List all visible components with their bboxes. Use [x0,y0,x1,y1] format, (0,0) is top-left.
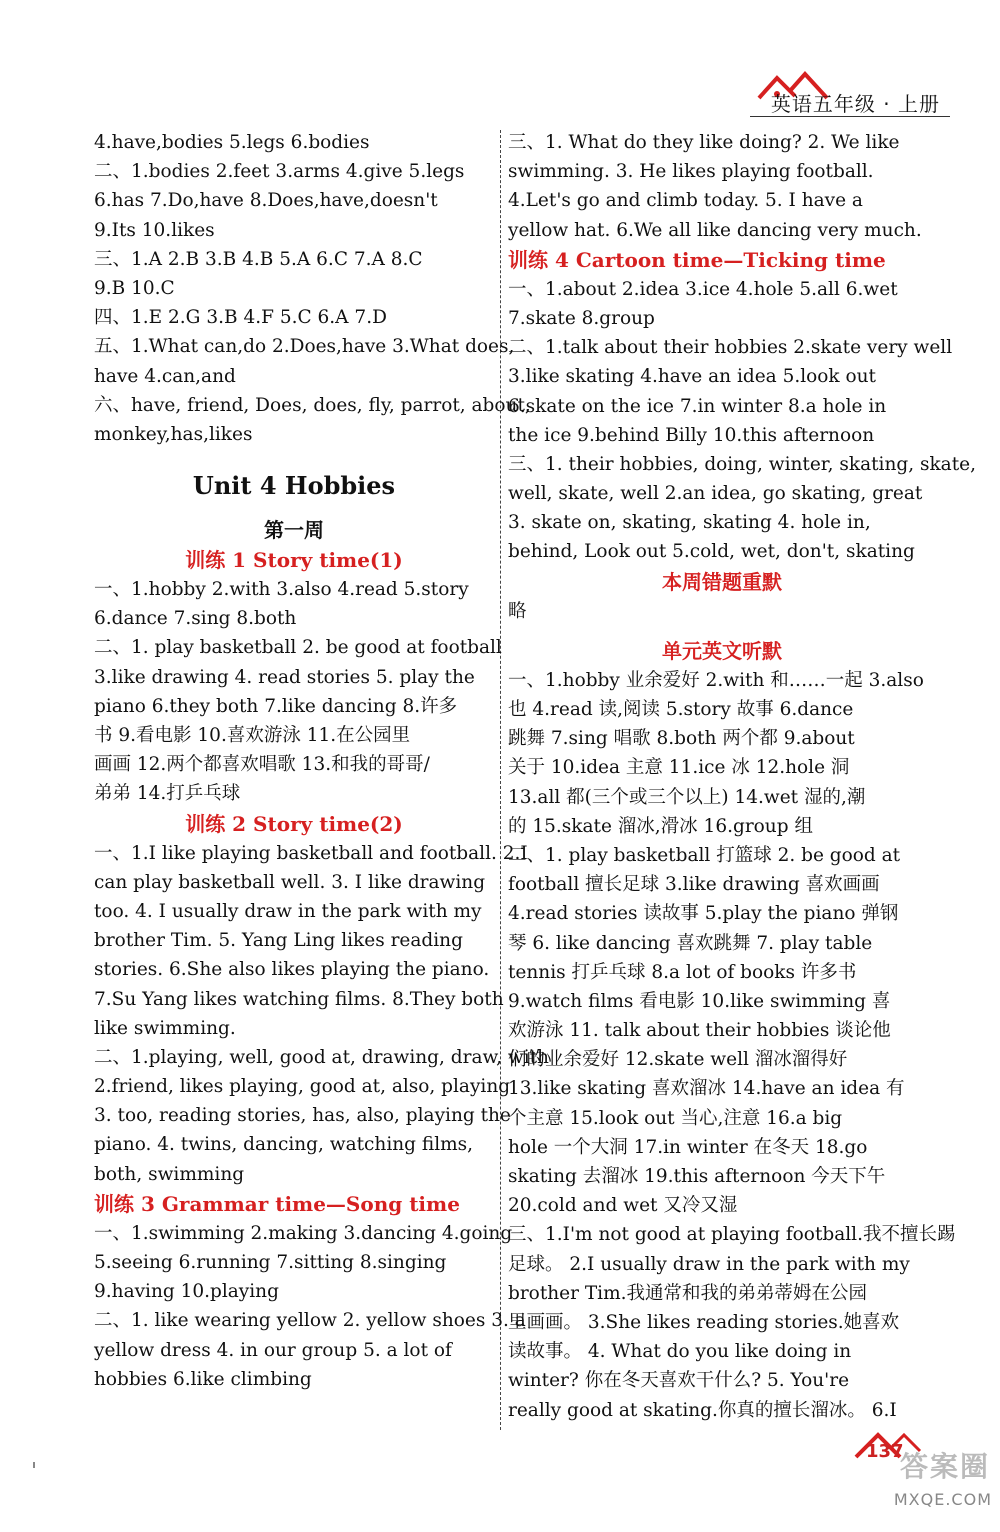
weekly-errors-text: 略 [508,600,527,622]
answer-line: really good at skating.你真的擅长溜冰。 6.I [508,1399,897,1421]
answer-line: yellow dress 4. in our group 5. a lot of [94,1339,452,1361]
answer-line: 7.skate 8.group [508,307,655,329]
book-title: 英语五年级 · 上册 [770,92,940,116]
drill-1-title: 训练 1 Story time(1) [185,548,403,573]
answer-line: the ice 9.behind Billy 10.this afternoon [508,424,875,446]
answer-line: 弟弟 14.打乒乓球 [94,783,241,805]
answer-line: 一、1.swimming 2.making 3.dancing 4.going [94,1222,513,1244]
answer-line: 3. too, reading stories, has, also, playing the [94,1105,511,1127]
answer-line: 琴 6. like dancing 喜欢跳舞 7. play table [508,932,873,954]
week-title: 第一周 [264,518,324,543]
answer-line: 三、1. What do they like doing? 2. We like [508,132,900,153]
answer-line: 9.watch films 看电影 10.like swimming 喜 [508,990,891,1012]
answer-line: 画画 12.两个都喜欢唱歌 13.和我的哥哥/ [94,754,430,776]
watermark: 答案圈 [899,1450,990,1483]
answer-line: 二、1. play basketball 打篮球 2. be good at [508,844,901,866]
answer-line: 读故事。 4. What do you like doing in [508,1341,852,1363]
answer-line: football 擅长足球 3.like drawing 喜欢画画 [508,874,880,896]
answer-line: can play basketball well. 3. I like drawing [94,871,486,893]
answer-line: 4.Let's go and climb today. 5. I have a [508,190,863,212]
answer-line: 2.friend, likes playing, good at, also, playing [94,1076,511,1098]
answer-line: 6.dance 7.sing 8.both [94,608,297,630]
answer-line: both, swimming [94,1163,245,1185]
drill-1-answers [94,575,502,809]
answer-line: 20.cold and wet 又冷又湿 [508,1195,738,1217]
answer-line: 13.like skating 喜欢溜冰 14.have an idea 有 [508,1078,905,1100]
answer-line: 五、1.What can,do 2.Does,have 3.What does, [94,336,515,358]
answer-line: 足球。 2.I usually draw in the park with my [508,1253,910,1275]
answer-line: 二、1.talk about their hobbies 2.skate very well [508,337,953,359]
answer-line: 二、1. like wearing yellow 2. yellow shoes 3. a [94,1310,526,1332]
answer-line: 9.B 10.C [94,277,175,299]
page-number: 137 [866,1441,904,1462]
margin-tick [33,1462,35,1468]
answer-line: hole 一个大洞 17.in winter 在冬天 18.go [508,1136,868,1158]
answer-line: hobbies 6.like climbing [94,1368,312,1390]
answer-line: 5.seeing 6.running 7.sitting 8.singing [94,1252,447,1273]
answer-line: skating 去溜冰 19.this afternoon 今天下午 [508,1166,886,1187]
answer-line: tennis 打乒乓球 8.a lot of books 许多书 [508,961,857,983]
answer-line: 三、1.A 2.B 3.B 4.B 5.A 6.C 7.A 8.C [94,248,423,270]
drill-3-answers [94,1219,526,1394]
answer-line: piano. 4. twins, dancing, watching films, [94,1134,474,1156]
answer-line: 6.skate on the ice 7.in winter 8.a hole in [508,395,887,417]
answer-line: 里画画。 3.She likes reading stories.她喜欢 [508,1311,900,1333]
answer-line: 4.read stories 读故事 5.play the piano 弹钢 [508,903,899,925]
answer-line: 也 4.read 读,阅读 5.story 故事 6.dance [508,699,854,720]
answer-line: 一、1.hobby 业余爱好 2.with 和……一起 3.also [508,669,924,691]
drill-2-answers [94,839,549,1189]
answer-line: 4.have,bodies 5.legs 6.bodies [94,132,370,153]
answer-line: 7.Su Yang likes watching films. 8.They both [94,988,504,1010]
answer-line: 13.all 都(三个或三个以上) 14.wet 湿的,潮 [508,786,866,808]
left-column [94,128,549,1394]
answer-line: brother Tim.我通常和我的弟弟蒂姆在公园 [508,1282,868,1304]
answer-line: 3.like drawing 4. read stories 5. play the [94,666,475,688]
answer-line: 一、1.about 2.idea 3.ice 4.hole 5.all 6.wet [508,278,898,300]
answer-line: stories. 6.She also likes playing the piano. [94,959,490,981]
answer-line: swimming. 3. He likes playing football. [508,161,874,183]
answer-line: behind, Look out 5.cold, wet, don't, skating [508,541,915,563]
answer-line: 二、1. play basketball 2. be good at football [94,637,502,659]
answer-line: 欢游泳 11. talk about their hobbies 谈论他 [508,1020,891,1042]
unit-title: Unit 4 Hobbies [192,471,396,501]
answer-line: yellow hat. 6.We all like dancing very much. [508,219,922,241]
answer-line: like swimming. [94,1017,236,1039]
dictation-answers [508,666,956,1425]
page-header [735,68,950,128]
answer-line: 6.has 7.Do,have 8.Does,have,doesn't [94,190,438,212]
answer-line: too. 4. I usually draw in the park with my [94,900,482,922]
drill-3-continued-answers [508,128,936,245]
answer-line: 跳舞 7.sing 唱歌 8.both 两个都 9.about [508,728,855,750]
answer-line: 关于 10.idea 主意 11.ice 冰 12.hole 洞 [508,757,850,779]
answer-line: 的 15.skate 溜冰,滑冰 16.group 组 [508,815,813,837]
answer-line: 一、1.I like playing basketball and football. 2.I [94,842,528,864]
answer-line: 个主意 15.look out 当心,注意 16.a big [508,1107,843,1129]
answer-block-unit3-tail [94,128,531,449]
answer-line: brother Tim. 5. Yang Ling likes reading [94,930,463,952]
answer-line: 四、1.E 2.G 3.B 4.F 5.C 6.A 7.D [94,307,387,329]
drill-2-title: 训练 2 Story time(2) [185,811,403,836]
answer-line: 3.like skating 4.have an idea 5.look out [508,366,876,388]
answer-line: 书 9.看电影 10.喜欢游泳 11.在公园里 [94,725,411,746]
drill-4-answers [508,275,976,567]
answer-line: 二、1.bodies 2.feet 3.arms 4.give 5.legs [94,161,465,183]
answer-line: 三、1.I'm not good at playing football.我不擅长踢 [508,1224,956,1246]
answer-line: monkey,has,likes [94,423,253,445]
right-column [508,128,976,1425]
answer-line: 9.having 10.playing [94,1281,279,1303]
header-rule [750,116,950,117]
answer-line: winter? 你在冬天喜欢干什么? 5. You're [508,1370,850,1392]
dictation-title: 单元英文听默 [662,638,782,663]
drill-3-title: 训练 3 Grammar time—Song time [94,1191,460,1216]
answer-line: 3. skate on, skating, skating 4. hole in, [508,512,871,534]
answer-line: 三、1. their hobbies, doing, winter, skating, skate, [508,453,976,475]
answer-line: have 4.can,and [94,365,236,387]
watermark-url: MXQE.COM [893,1490,992,1509]
drill-4-title: 训练 4 Cartoon time—Ticking time [508,247,886,272]
weekly-errors-title: 本周错题重默 [662,569,782,594]
page-footer [820,1415,1000,1509]
answer-line: 六、have, friend, Does, does, fly, parrot, about, [94,394,531,416]
answer-line: 一、1.hobby 2.with 3.also 4.read 5.story [94,579,469,601]
answer-line: 9.Its 10.likes [94,219,215,241]
answer-line: 们的业余爱好 12.skate well 溜冰溜得好 [508,1049,848,1071]
answer-line: piano 6.they both 7.like dancing 8.许多 [94,695,458,717]
answer-line: well, skate, well 2.an idea, go skating, great [508,483,923,505]
answer-line: 二、1.playing, well, good at, drawing, draw, with [94,1046,549,1068]
